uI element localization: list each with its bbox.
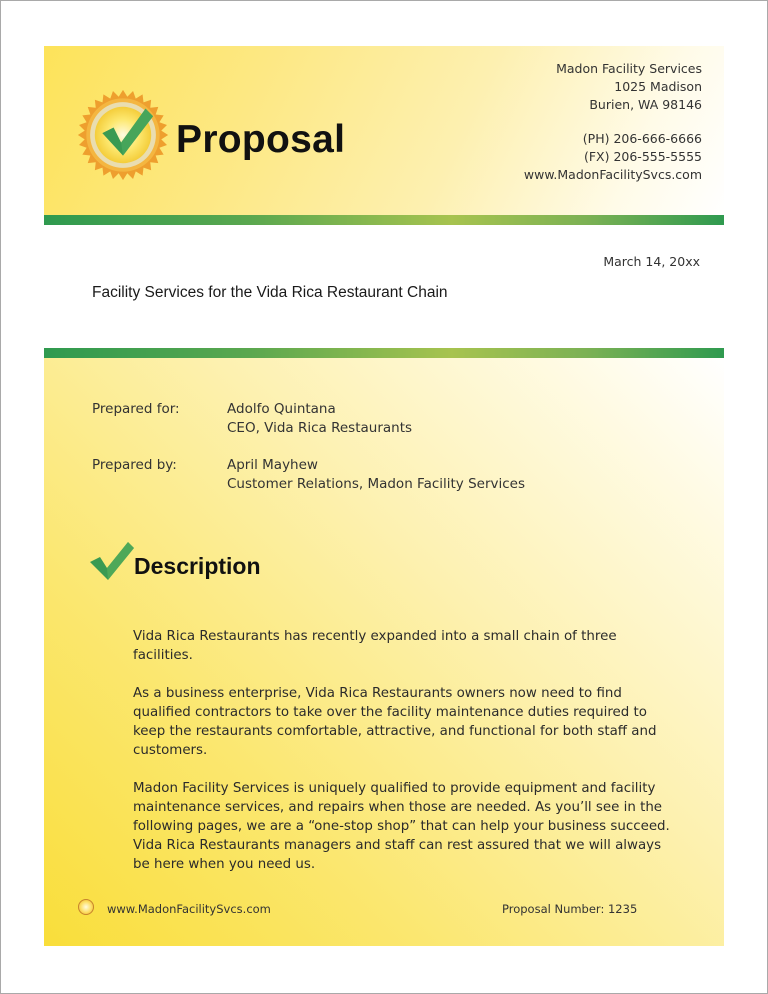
- description-paragraph: Madon Facility Services is uniquely qualified to provide equipment and facility maintenance services, and repairs when those are needed. As you’ll see in the following pages, we are a “one-stop shop” that can help your business succeed. Vida Rica Restaurants managers and staff can rest assured that we will always be here when you need us.: [133, 781, 670, 872]
- seal-checkmark-icon: [76, 88, 170, 182]
- description-paragraph: As a business enterprise, Vida Rica Restaurants owners now need to find qualified contractors to take over the facility maintenance duties required to keep the restaurants comfortable, attractive, and functional for both staff and customers.: [133, 686, 657, 758]
- company-city: Burien, WA 98146: [589, 97, 702, 112]
- description-body: [133, 627, 678, 893]
- company-contact-block: [524, 60, 702, 184]
- company-fax: (FX) 206-555-5555: [583, 149, 702, 164]
- prepared-for-title: CEO, Vida Rica Restaurants: [227, 420, 413, 436]
- prepared-for-name: Adolfo Quintana: [227, 401, 336, 417]
- prepared-by-label: Prepared by:: [92, 457, 177, 473]
- prepared-by-value: [227, 456, 525, 494]
- proposal-subtitle: Facility Services for the Vida Rica Restaurant Chain: [92, 284, 448, 301]
- company-street: 1025 Madison: [614, 79, 702, 94]
- description-heading: Description: [134, 553, 261, 579]
- description-paragraph: Vida Rica Restaurants has recently expanded into a small chain of three facilities.: [133, 629, 617, 663]
- spacer: [524, 114, 702, 130]
- divider-bar-middle: [44, 348, 724, 358]
- proposal-number: Proposal Number: 1235: [502, 902, 638, 916]
- divider-bar-top: [44, 215, 724, 225]
- company-name: Madon Facility Services: [556, 61, 702, 76]
- checkmark-icon: [88, 540, 136, 582]
- prepared-for-label: Prepared for:: [92, 401, 180, 417]
- prepared-by-title: Customer Relations, Madon Facility Services: [227, 476, 526, 492]
- document-title: Proposal: [176, 118, 346, 161]
- footer-seal-icon: [78, 899, 94, 915]
- proposal-date: March 14, 20xx: [603, 254, 700, 269]
- company-phone: (PH) 206-666-6666: [582, 131, 702, 146]
- prepared-by-name: April Mayhew: [227, 457, 318, 473]
- footer-website: www.MadonFacilitySvcs.com: [107, 902, 271, 916]
- prepared-for-value: [227, 400, 412, 438]
- company-website: www.MadonFacilitySvcs.com: [523, 167, 702, 182]
